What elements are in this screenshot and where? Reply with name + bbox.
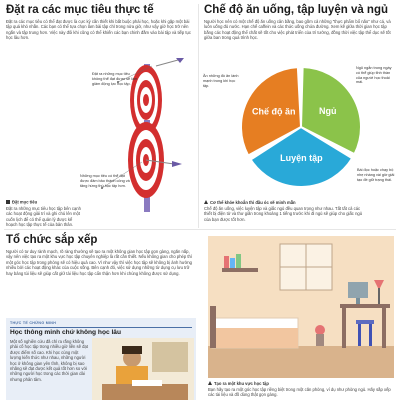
organize-body: Người có tư duy rành mạch, rõ ràng thường sẽ tạo ra một không gian học tập gọn gàng, ngăn nắp, vậy nên việc tạo ra một khu vực học tập chuyên nghiệp là rất cần thiết. Nếu không gian cho phép thì một góc học tập trong phòng sẽ có hiệu quả cao. Vì như vậy thì việc học tập sẽ không bị ảnh hưởng nhiều bởi các hoạt động khác của cuộc sống. Bên cạnh đó, việc sử dụng những từ dụng cụ lưu trữ hay bảng túi liệu sẽ giúp cất giữ tài liệu học tập cẩn thận hơn khi chúng không được sử dụng. [6, 249, 193, 276]
lifestyle-caption-body: Chế độ ăn uống, việc luyện tập và giấc ngủ đều quan trọng như nhau. Tất tất cả các thiết bị điện tử và thư giãn trong khoảng 1 tiếng trước khi đi ngủ sẽ giúp cho giấc ngủ của bạn được tốt hơn. [204, 206, 363, 222]
pie-slice-label: Chế độ ăn [252, 106, 296, 117]
book-icon [132, 380, 162, 386]
dart-arrow-icon [156, 58, 184, 66]
organize-caption-body: Bạn hãy tạo ra một góc học tập riêng biệt trong một căn phòng, ví dụ như phòng ngủ. Hãy sắp xếp các tài liệu và đồ dùng thật gọn gàng. [208, 387, 391, 398]
triangle-bullet-icon [204, 200, 208, 204]
monitor-icon [348, 282, 368, 298]
pie-slice-label: Luyện tập [280, 153, 323, 164]
goals-callout-top: Đặt ra những mục tiêu không thể đạt được sẽ làm giảm động lực học tập. [92, 72, 138, 86]
desk-icon [340, 304, 390, 308]
goals-body: Đặt ra các mục tiêu có thể đạt được là cực kỳ cần thiết khi bắt buộc phải học, hoặc khi gặp một bài tập quá khó nhằn. Các bạn có thể tựa chọn làm bài tập chỉ trong nửa giờ, như vậy giờ học trở nên ngắn và tập trung hơn. Việc này đôi khi cũng có thể khiến các bạn chinh đắm vào bài tập và tiếp tục học lâu hơn. [6, 19, 191, 41]
student-studying-illustration [92, 338, 194, 400]
plant-icon [315, 325, 325, 335]
lifestyle-pie-chart [238, 64, 364, 190]
section-divider [4, 229, 396, 230]
fact-box-tag: THỰC TẾ CHỨNG MINH [10, 321, 57, 325]
column-divider [198, 4, 199, 228]
shelf-icon [222, 268, 258, 272]
lifestyle-body: Người học nên có một chế độ ăn uống cân bằng, bao gồm cả những "thực phẩm bổ não" như cá, và luôn uống đủ nước. Hạn chế caffein và các thức uống chứa đường. Xem kẽ giữa thời gian học tập bằng các hoạt động thể chất sẽ tốt cho việc phát triển của trí tưởng, đồng thời việc tập thể dục sẽ tốt giữa ban trong quá trình học. [204, 19, 391, 41]
fact-box-body: Một số nghiên cứu đã chỉ ra rằng không phải cố học tập trong nhiều giờ liền sẽ đạt được điểm số cao. Khi học cùng một lượng kiến thức như nhau, những người học ở không gian yên tĩnh, không bị sao nhãng sẽ đạt được kết quả tốt hơn so với những người học trong các thời gian dài nhưng phân tâm. [10, 339, 88, 382]
lifestyle-caption-title: Cơ thể khỏe khoắn thì đầu óc sẽ minh mẫn [204, 200, 296, 206]
fact-box-rule [10, 327, 192, 328]
square-bullet-icon [6, 200, 10, 204]
triangle-bullet-icon [208, 381, 212, 385]
lifestyle-callout-left: Ăn những đồ ăn lành mạnh trong khi học tập. [203, 74, 239, 88]
lifestyle-callout-right: Ngủ ngắn trong ngày có thể giúp tỉnh thần của người học thoải mái. [356, 66, 392, 85]
goals-caption-body: Đặt ra những mục tiêu học tập bên cạnh các hoạt động giải trí và ghi chú lên một cuốn lịch để có thể quản lý được kế hoạch học tập thực tế của bản thân. [6, 206, 81, 228]
study-room-illustration [208, 236, 394, 378]
goals-title: Đặt ra các mục tiêu thực tế [6, 4, 154, 16]
target-icon [128, 120, 164, 212]
lifestyle-callout-bottom: Bài đọc hoặc chạy bộ nhẹ nhàng vài giờ giải tạo đề giữ trạng thái. [357, 168, 395, 182]
organize-title: Tổ chức sắp xếp [6, 234, 98, 246]
fact-box-title: Học thông minh chứ không học lâu [10, 329, 122, 336]
pie-slice-label: Ngủ [319, 106, 337, 117]
organize-caption-title: Tạo ra một khu vực học tập [208, 381, 269, 387]
goals-callout-bottom: Những mục tiêu có thể đạt được đảm bảo thành công và tăng hứng thú học tập hơn. [80, 174, 130, 188]
fact-box [6, 318, 196, 400]
goals-caption-title: Đặt mục tiêu [6, 200, 37, 205]
lifestyle-title: Chế độ ăn uống, tập luyện và ngủ [204, 4, 389, 16]
chair-icon [356, 320, 374, 324]
